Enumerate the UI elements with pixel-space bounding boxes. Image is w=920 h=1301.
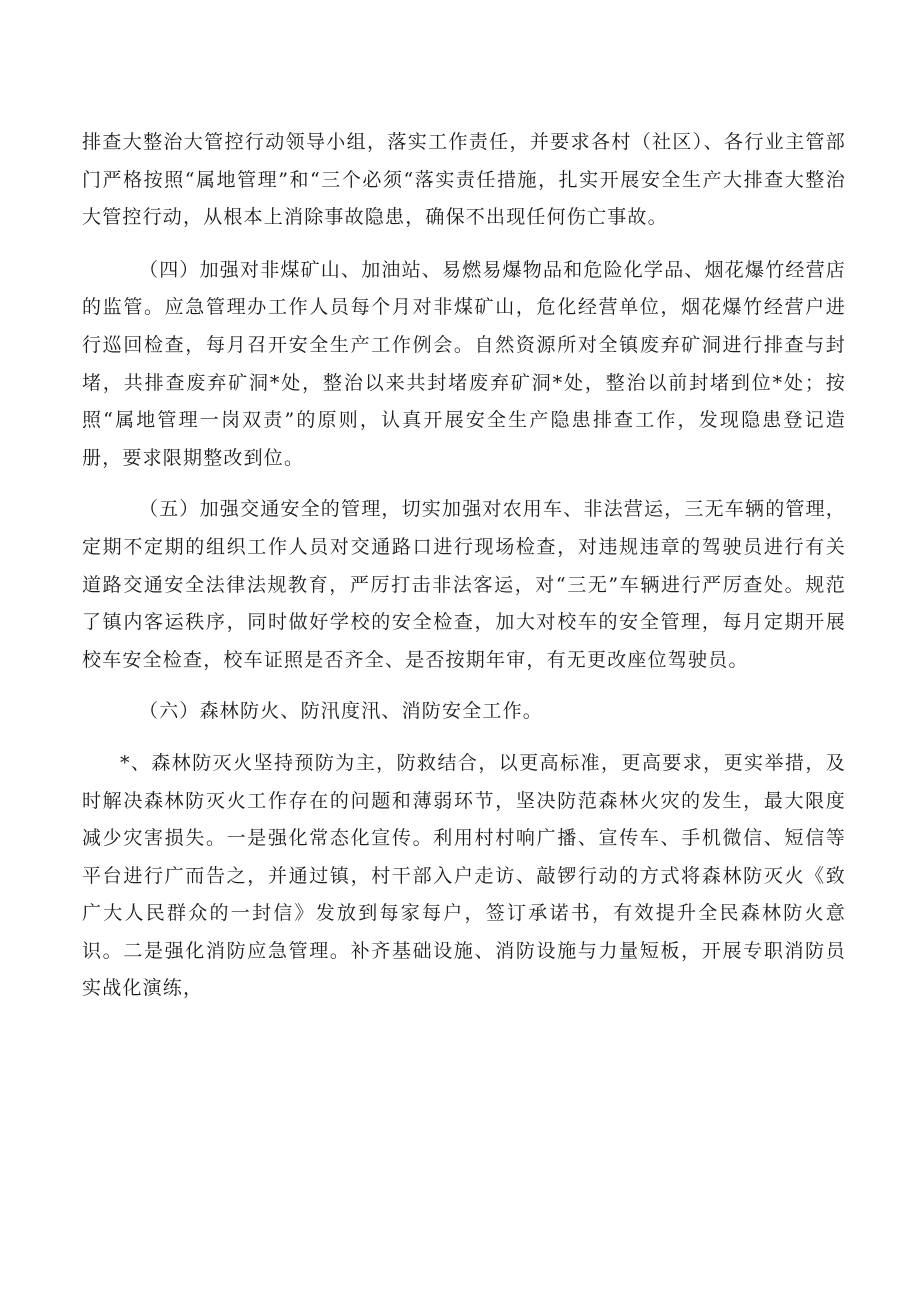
document-body — [82, 124, 846, 1022]
paragraph-section-six-heading: （六）森林防火、防汛度汛、消防安全工作。 — [139, 700, 544, 723]
paragraph-section-five: （五）加强交通安全的管理，切实加强对农用车、非法营运，三无车辆的管理，定期不定期的组织工作人员对交通路口进行现场检查，对违规违章的驾驶员进行有关道路交通安全法律法规教育，严厉打击非法客运，对“三无”车辆进行严厉查处。规范了镇内客运秩序，同时做好学校的安全检查，加大对校车的安全管理，每月定期开展校车安全检查，校车证照是否齐全、是否按期年审，有无更改座位驾驶员。 — [82, 498, 847, 671]
paragraph-forest-fire: *、森林防灭火坚持预防为主，防救结合，以更高标准，更高要求，更实举措，及时解决森林防灭火工作存在的问题和薄弱环节，坚决防范森林火灾的发生，最大限度减少灾害损失。一是强化常态化宣传。利用村村响广播、宣传车、手机微信、短信等平台进行广而告之，并通过镇，村干部入户走访、敲锣行动的方式将森林防灭火《致广大人民群众的一封信》发放到每家每户，签订承诺书，有效提升全民森林防火意识。二是强化消防应急管理。补齐基础设施、消防设施与力量短板，开展专职消防员实战化演练， — [82, 751, 846, 1000]
paragraph-continuation: 排查大整治大管控行动领导小组，落实工作责任，并要求各村（社区）、各行业主管部门严格按照“属地管理”和“三个必须“落实责任措施，扎实开展安全生产大排查大整治大管控行动，从根本上消除事故隐患，确保不出现任何伤亡事故。 — [82, 131, 846, 229]
paragraph-section-four: （四）加强对非煤矿山、加油站、易燃易爆物品和危险化学品、烟花爆竹经营店的监管。应急管理办工作人员每个月对非煤矿山，危化经营单位，烟花爆竹经营户进行巡回检查，每月召开安全生产工作例会。自然资源所对全镇废弃矿洞进行排查与封堵，共排查废弃矿洞*处，整治以来共封堵废弃矿洞*处，整治以前封堵到位*处；按照“属地管理一岗双责”的原则，认真开展安全生产隐患排查工作，发现隐患登记造册，要求限期整改到位。 — [82, 258, 847, 469]
